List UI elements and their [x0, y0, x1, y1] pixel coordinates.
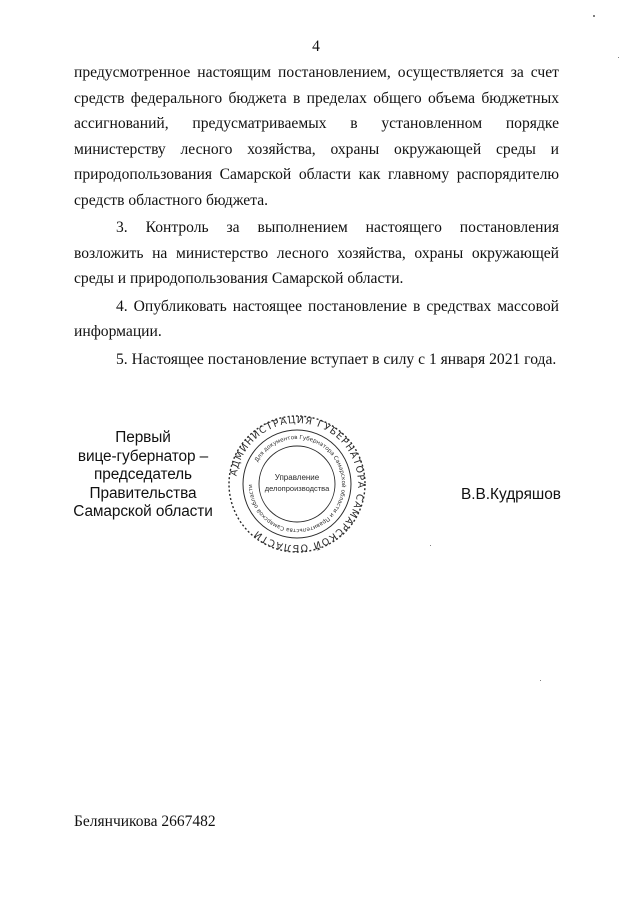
paragraph-continuation: предусмотренное настоящим постановлением, осуществляется за счет средств федерального бюджета в пределах общего объема бюджетных ассигнований, предусматриваемых в установленном порядке министерству лесного хозяйства, охраны окружающей среды и природопользования Самарской области как главному распорядителю средств областного бюджета. [74, 64, 559, 209]
signatory-title [60, 429, 226, 522]
scan-speck [593, 15, 595, 17]
signatory-title-line: вице-губернатор – [77, 447, 209, 465]
seal-graphic [227, 414, 367, 554]
signatory-title-line: председатель Правительства [89, 466, 197, 502]
seal-center-line-1: Управление [274, 473, 320, 482]
signatory-name: В.В.Кудряшов [460, 486, 561, 503]
seal-center-line-2: делопроизводства [264, 484, 330, 493]
paragraph-3: 3. Контроль за выполнением настоящего постановления возложить на министерство лесного хозяйства, охраны окружающей среды и природопользования Самарской области. [74, 219, 559, 287]
scan-speck [430, 545, 431, 546]
page-number: 4 [312, 38, 320, 55]
scan-speck [540, 680, 541, 681]
paragraph-4: 4. Опубликовать настоящее постановление в средствах массовой информации. [74, 297, 559, 340]
seal-inner-text: Для документов Губернатора Самарской области и Правительства Самарской области [247, 434, 347, 534]
paragraph-5: 5. Настоящее постановление вступает в силу с 1 января 2021 года. [116, 350, 557, 368]
seal-outer-text: АДМИНИСТРАЦИЯ ГУБЕРНАТОРА САМАРСКОЙ ОБЛАСТИ [228, 414, 367, 554]
signatory-title-line: Первый [115, 429, 171, 446]
official-seal [227, 414, 367, 554]
signatory-title-line: Самарской области [73, 503, 213, 521]
document-body [74, 60, 559, 372]
scan-speck [618, 57, 619, 58]
executor-contact: Белянчикова 2667482 [74, 813, 216, 830]
